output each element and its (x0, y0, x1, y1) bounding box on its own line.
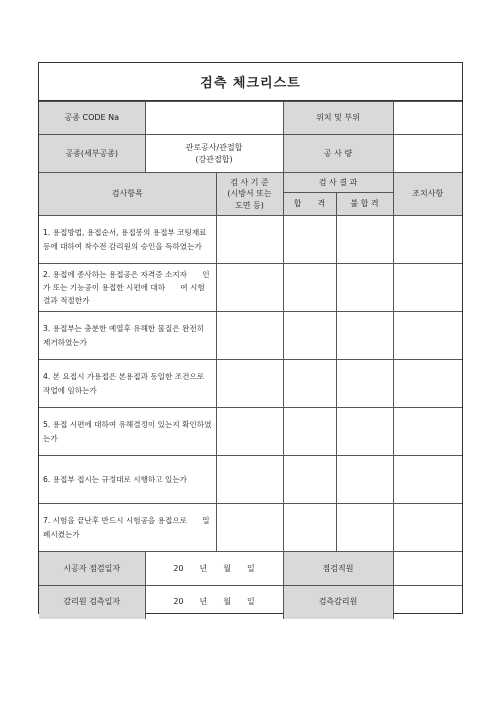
checklist-sheet (38, 62, 463, 614)
action-cell[interactable] (393, 360, 462, 408)
check-row (39, 456, 462, 504)
check-row (39, 360, 462, 408)
fail-cell[interactable] (336, 264, 393, 312)
check-row (39, 264, 462, 312)
action-cell[interactable] (393, 504, 462, 552)
check-row (39, 408, 462, 456)
inspector-value-cell[interactable] (393, 552, 462, 586)
pass-cell[interactable] (283, 504, 336, 552)
supervisor-date-label: 감리원 검측일자 (39, 586, 145, 619)
checklist-table (39, 101, 462, 619)
quantity-label: 공 사 량 (283, 135, 393, 173)
action-cell[interactable] (393, 312, 462, 360)
page-title: 검측 체크리스트 (39, 63, 462, 101)
criteria-cell[interactable] (216, 504, 283, 552)
check-item-text: 4. 본 요접시 가용접은 본용접과 동일한 조건으로 작업에 임하는가 (39, 360, 216, 408)
action-cell[interactable] (393, 264, 462, 312)
criteria-cell[interactable] (216, 408, 283, 456)
fail-cell[interactable] (336, 360, 393, 408)
location-value-cell[interactable] (393, 102, 462, 135)
footer-row-supervisor (39, 586, 462, 619)
check-item-text: 3. 용접부는 충분한 예열후 유해한 물질은 완전히 제거하였는가 (39, 312, 216, 360)
criteria-cell[interactable] (216, 264, 283, 312)
criteria-cell[interactable] (216, 312, 283, 360)
check-item-text: 5. 용접 시편에 대하여 유해결정이 있는지 확인하였는가 (39, 408, 216, 456)
criteria-header-line1: 검 사 기 준 (230, 177, 269, 187)
pass-cell[interactable] (283, 408, 336, 456)
location-label: 위치 및 부위 (283, 102, 393, 135)
action-cell[interactable] (393, 408, 462, 456)
code-value-cell[interactable] (145, 102, 283, 135)
action-cell[interactable] (393, 216, 462, 264)
header-row-code (39, 102, 462, 135)
supervisor-date-value[interactable]: 20 년 월 일 (145, 586, 283, 619)
criteria-cell[interactable] (216, 216, 283, 264)
check-row (39, 216, 462, 264)
column-header-row-1 (39, 173, 462, 193)
fail-cell[interactable] (336, 408, 393, 456)
work-type-label: 공종(세부공종) (39, 135, 145, 173)
check-row (39, 312, 462, 360)
code-label: 공종 CODE Na (39, 102, 145, 135)
supervisor-value-cell[interactable] (393, 586, 462, 619)
pass-cell[interactable] (283, 216, 336, 264)
items-column-header: 검사항목 (39, 173, 216, 216)
work-type-value-line1: 관로공사/관접합 (185, 142, 243, 152)
pass-column-header: 합 격 (283, 193, 336, 216)
contractor-date-value[interactable]: 20 년 월 일 (145, 552, 283, 586)
header-row-worktype (39, 135, 462, 173)
fail-cell[interactable] (336, 504, 393, 552)
check-row (39, 504, 462, 552)
supervisor-label: 검측감리원 (283, 586, 393, 619)
criteria-header-line2: (시방서 또는 (227, 189, 272, 199)
pass-cell[interactable] (283, 360, 336, 408)
footer-row-contractor (39, 552, 462, 586)
pass-cell[interactable] (283, 456, 336, 504)
work-type-value (145, 135, 283, 173)
result-column-header: 검 사 결 과 (283, 173, 393, 193)
quantity-value-cell[interactable] (393, 135, 462, 173)
criteria-column-header (216, 173, 283, 216)
criteria-cell[interactable] (216, 360, 283, 408)
pass-cell[interactable] (283, 312, 336, 360)
criteria-header-line3: 도면 등) (235, 200, 264, 210)
criteria-cell[interactable] (216, 456, 283, 504)
contractor-date-label: 시공자 점검일자 (39, 552, 145, 586)
action-column-header: 조치사항 (393, 173, 462, 216)
check-item-text: 7. 시험을 끝난후 반드시 시험공을 용접으로 밀폐시켰는가 (39, 504, 216, 552)
inspector-label: 점검직원 (283, 552, 393, 586)
check-item-text: 1. 용접방법, 용접순서, 용접봉의 용접부 코팅재료등에 대하여 착수전 감리원의 승인을 득하였는가 (39, 216, 216, 264)
pass-cell[interactable] (283, 264, 336, 312)
check-item-text: 6. 용접부 접시는 규정대로 시행하고 있는가 (39, 456, 216, 504)
fail-cell[interactable] (336, 456, 393, 504)
check-item-text: 2. 용접에 종사하는 용접공은 자격증 소지자 인가 또는 기능공이 용접한 시편에 대하 여 시험결과 적절한가 (39, 264, 216, 312)
fail-cell[interactable] (336, 216, 393, 264)
fail-column-header: 불 합 격 (336, 193, 393, 216)
action-cell[interactable] (393, 456, 462, 504)
fail-cell[interactable] (336, 312, 393, 360)
work-type-value-line2: (강관접합) (195, 154, 233, 164)
